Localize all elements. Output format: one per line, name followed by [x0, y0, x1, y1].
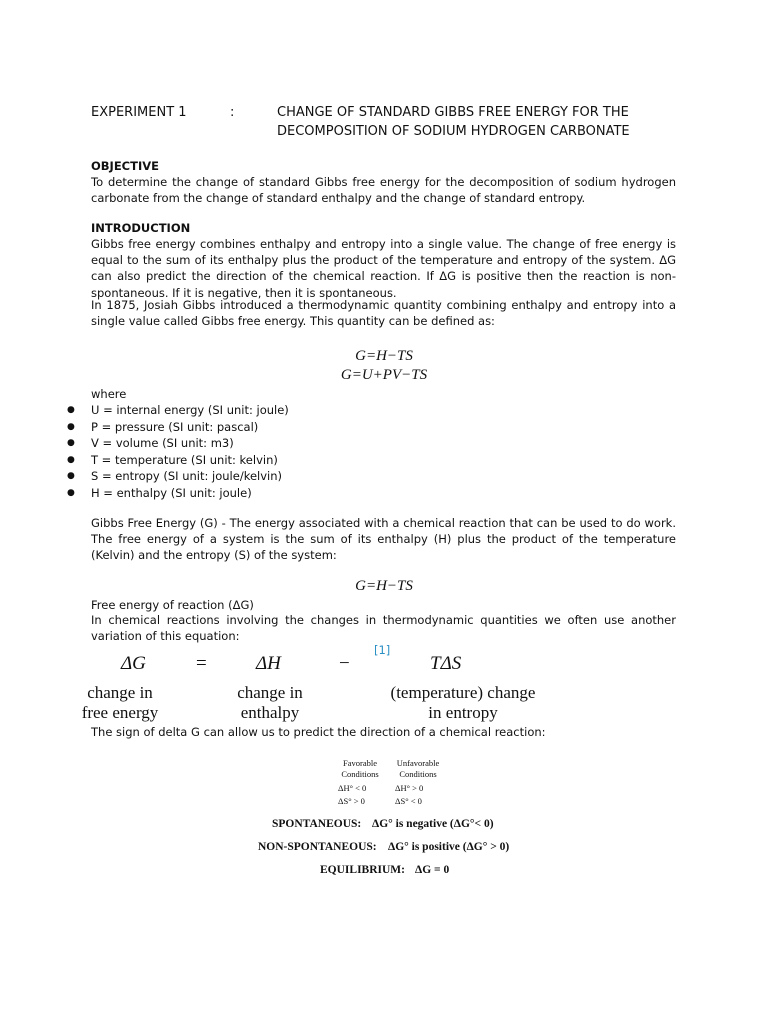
bullet-icon: ● — [67, 455, 75, 465]
unfavorable-heading-2: Conditions — [399, 769, 437, 779]
bullet-icon: ● — [67, 471, 75, 481]
equation-gibbs-repeat: G=H−TS — [355, 578, 413, 594]
experiment-number: EXPERIMENT 1 — [91, 105, 187, 120]
figure-label-free-energy-1: change in — [87, 683, 153, 702]
bullet-icon: ● — [67, 488, 75, 498]
figure-equals: = — [196, 653, 207, 674]
gibbs-free-energy-paragraph: Gibbs Free Energy (G) - The energy associated with a chemical reaction that can be used to do work. The free energy of a system is the sum of its enthalpy (H) plus the product of the temperature (Kelvin) and the entropy (S) of the system: — [91, 516, 676, 563]
unfavorable-enthalpy: ΔH° > 0 — [395, 783, 424, 793]
spontaneous-label: SPONTANEOUS: — [272, 818, 362, 830]
definition-item: U = internal energy (SI unit: joule) — [91, 403, 289, 417]
objective-heading: OBJECTIVE — [91, 159, 159, 173]
citation-link[interactable]: [1] — [374, 643, 391, 657]
bullet-icon: ● — [67, 405, 75, 415]
title-line-1: CHANGE OF STANDARD GIBBS FREE ENERGY FOR THE — [277, 105, 629, 120]
equilibrium-label: EQUILIBRIUM: — [320, 864, 405, 876]
definition-item: P = pressure (SI unit: pascal) — [91, 420, 259, 434]
definition-item: V = volume (SI unit: m3) — [91, 436, 234, 450]
introduction-heading: INTRODUCTION — [91, 221, 191, 235]
bullet-icon: ● — [67, 438, 75, 448]
bullet-icon: ● — [67, 422, 75, 432]
objective-text: To determine the change of standard Gibbs free energy for the decomposition of sodium hydrogen carbonate from the change of standard enthalpy and the change of standard entropy. — [91, 175, 676, 206]
sign-paragraph: The sign of delta G can allow us to predict the direction of a chemical reaction: — [91, 725, 546, 739]
variation-paragraph: In chemical reactions involving the changes in thermodynamic quantities we often use another variation of this equation: — [91, 613, 676, 644]
non-spontaneous-label: NON-SPONTANEOUS: — [258, 841, 377, 853]
definition-item: T = temperature (SI unit: kelvin) — [91, 453, 278, 467]
header-colon: : — [230, 105, 235, 120]
equation-gibbs-expanded: G=U+PV−TS — [340, 367, 428, 383]
figure-label-enthalpy-2: enthalpy — [240, 703, 300, 722]
figure-t-delta-s: TΔS — [430, 653, 462, 674]
favorable-entropy: ΔS° > 0 — [338, 796, 365, 806]
title-line-2: DECOMPOSITION OF SODIUM HYDROGEN CARBONATE — [277, 124, 630, 139]
definition-item: H = enthalpy (SI unit: joule) — [91, 486, 252, 500]
figure-label-entropy-2: in entropy — [428, 703, 498, 722]
introduction-paragraph-2: In 1875, Josiah Gibbs introduced a thermodynamic quantity combining enthalpy and entropy into a single value called Gibbs free energy. This quantity can be defined as: — [91, 298, 676, 329]
figure-minus: − — [339, 653, 350, 674]
equilibrium-value: ΔG = 0 — [415, 864, 450, 876]
where-label: where — [91, 387, 127, 401]
definition-item: S = entropy (SI unit: joule/kelvin) — [91, 469, 282, 483]
favorable-heading-2: Conditions — [341, 769, 379, 779]
figure-label-entropy-1: (temperature) change — [390, 683, 536, 702]
figure-label-free-energy-2: free energy — [81, 703, 159, 722]
non-spontaneous-value: ΔG° is positive (ΔG° > 0) — [388, 841, 510, 853]
favorable-heading-1: Favorable — [343, 758, 377, 768]
favorable-enthalpy: ΔH° < 0 — [338, 783, 367, 793]
spontaneous-value: ΔG° is negative (ΔG°< 0) — [372, 818, 494, 830]
introduction-paragraph-1: Gibbs free energy combines enthalpy and entropy into a single value. The change of free energy is equal to the sum of its enthalpy plus the product of the temperature and entropy of the system. ΔG can also predict the direction of the chemical reaction. If ΔG is positive then the reaction is non-spontaneous. If it is negative, then it is spontaneous. — [91, 237, 676, 300]
figure-label-enthalpy-1: change in — [237, 683, 303, 702]
figure-delta-h: ΔH — [256, 653, 281, 674]
equation-gibbs: G=H−TS — [355, 348, 413, 364]
free-energy-label: Free energy of reaction (ΔG) — [91, 598, 254, 612]
unfavorable-entropy: ΔS° < 0 — [395, 796, 422, 806]
unfavorable-heading-1: Unfavorable — [396, 758, 440, 768]
figure-delta-g: ΔG — [121, 653, 146, 674]
